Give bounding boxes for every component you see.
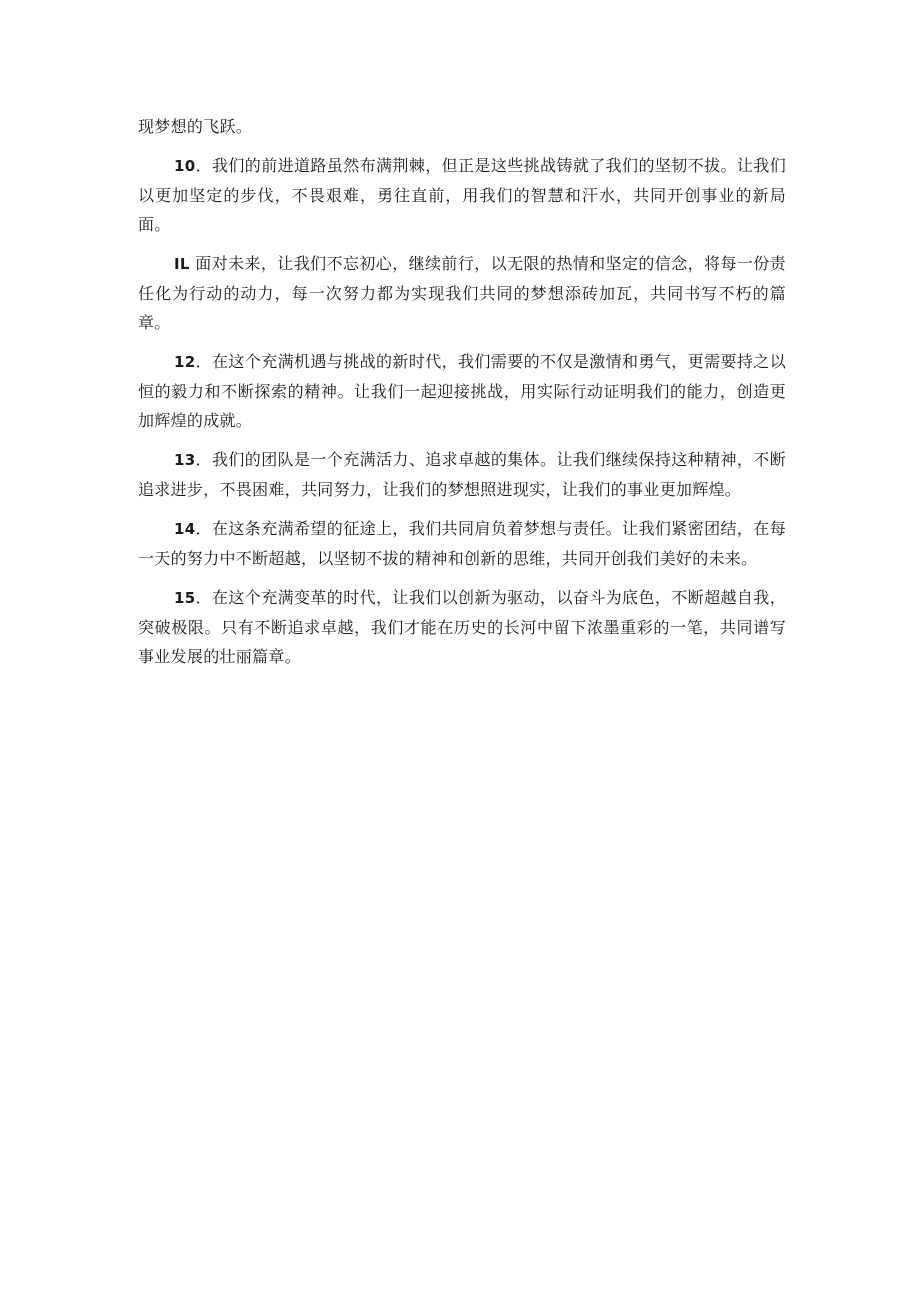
paragraph-10 <box>138 151 786 239</box>
paragraph-14 <box>138 514 786 573</box>
paragraph-text: 面对未来，让我们不忘初心，继续前行，以无限的热情和坚定的信念，将每一份责任化为行动的动力，每一次努力都为实现我们共同的梦想添砖加瓦，共同书写不朽的篇章。 <box>138 254 786 332</box>
paragraph-number: 15 <box>174 589 196 607</box>
paragraph-text: ．在这条充满希望的征途上，我们共同肩负着梦想与责任。让我们紧密团结，在每一天的努力中不断超越，以坚韧不拔的精神和创新的思维，共同开创我们美好的未来。 <box>138 519 786 568</box>
paragraph-number: 13 <box>174 451 196 469</box>
paragraph-continuation <box>138 112 786 141</box>
paragraph-number: 14 <box>174 520 196 538</box>
paragraph-number: IL <box>174 255 190 273</box>
paragraph-13 <box>138 445 786 504</box>
paragraph-15 <box>138 583 786 671</box>
paragraph-text: ．我们的团队是一个充满活力、追求卓越的集体。让我们继续保持这种精神，不断追求进步，不畏困难，共同努力，让我们的梦想照进现实，让我们的事业更加辉煌。 <box>138 450 786 499</box>
document-page <box>138 112 786 671</box>
paragraph-text: ．我们的前进道路虽然布满荆棘，但正是这些挑战铸就了我们的坚韧不拔。让我们以更加坚定的步伐，不畏艰难，勇往直前，用我们的智慧和汗水，共同开创事业的新局面。 <box>138 156 786 234</box>
paragraph-number: 12 <box>174 353 196 371</box>
paragraph-text: ．在这个充满变革的时代，让我们以创新为驱动，以奋斗为底色，不断超越自我，突破极限。只有不断追求卓越，我们才能在历史的长河中留下浓墨重彩的一笔，共同谱写事业发展的壮丽篇章。 <box>138 588 786 666</box>
paragraph-12 <box>138 347 786 435</box>
paragraph-11 <box>138 249 786 337</box>
paragraph-number: 10 <box>174 157 196 175</box>
paragraph-text: ．在这个充满机遇与挑战的新时代，我们需要的不仅是激情和勇气，更需要持之以恒的毅力和不断探索的精神。让我们一起迎接挑战，用实际行动证明我们的能力，创造更加辉煌的成就。 <box>138 352 786 430</box>
paragraph-text: 现梦想的飞跃。 <box>138 117 253 136</box>
